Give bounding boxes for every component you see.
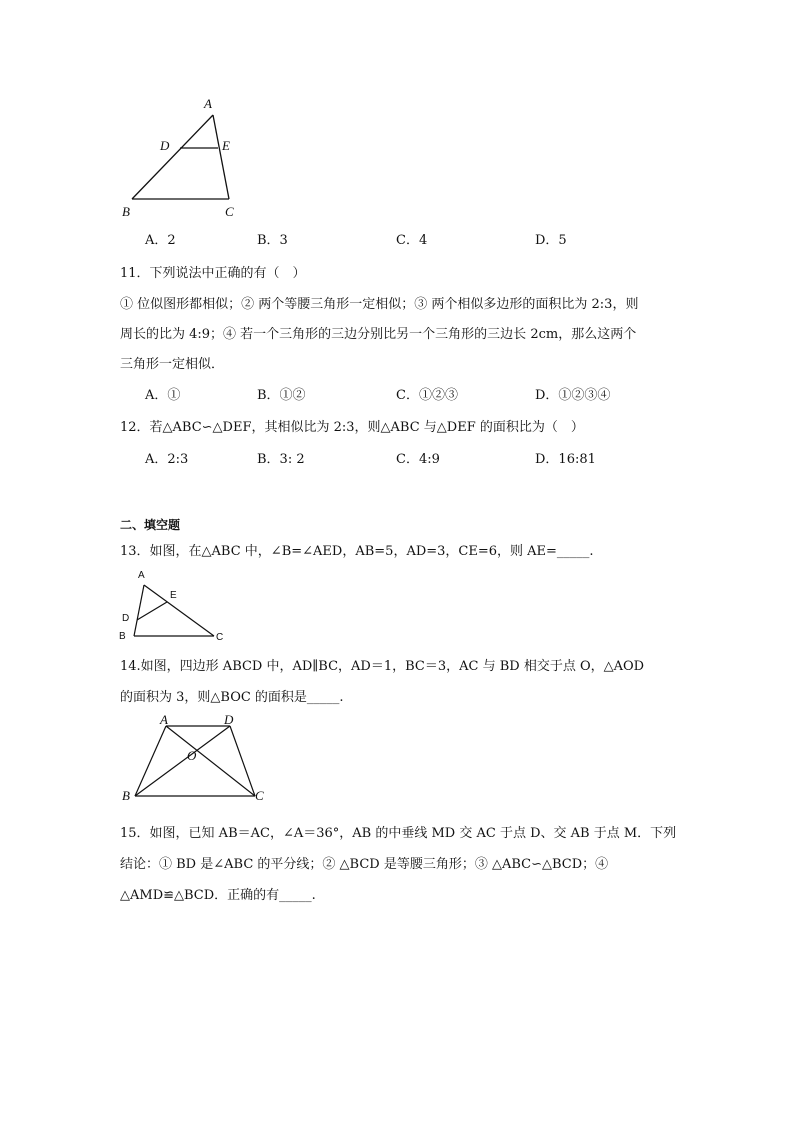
q15-text-line-3: △AMD≌△BCD．正确的有_____.: [120, 888, 316, 903]
side-ac: [144, 585, 214, 636]
side-ab: [134, 585, 144, 636]
q10-option-d: D．5: [535, 233, 567, 248]
q13-label-d: D: [122, 613, 130, 624]
q12-option-c: C．4:9: [396, 452, 440, 467]
q11-text-line-1: ① 位似图形都相似；② 两个等腰三角形一定相似；③ 两个相似多边形的面积比为 2:3，则: [120, 297, 639, 312]
q12-option-d: D．16:81: [535, 452, 596, 467]
q14-label-c: C: [255, 788, 264, 803]
q13-label-a: A: [138, 570, 145, 581]
q13-label-b: B: [119, 631, 126, 642]
q15-stem: 15．如图，已知 AB＝AC，∠A＝36°，AB 的中垂线 MD 交 AC 于点 D、交 AB 于点 M．下列: [120, 826, 677, 841]
q11-stem: 11．下列说法中正确的有（ ）: [120, 266, 306, 281]
segment-de: [137, 602, 167, 620]
q14-label-b: B: [122, 788, 130, 803]
q11-text-line-3: 三角形一定相似．: [120, 357, 225, 372]
figure-q14-trapezoid: [118, 712, 278, 812]
q14-label-o: O: [187, 748, 197, 763]
q11-option-a: A．①: [145, 388, 181, 403]
side-ac: [213, 115, 229, 199]
label-b: B: [122, 204, 130, 219]
label-d: D: [160, 138, 170, 153]
q11-option-c: C．①②③: [396, 388, 458, 403]
q11-option-d: D．①②③④: [535, 388, 611, 403]
q10-option-c: C．4: [396, 233, 428, 248]
label-a: A: [204, 96, 212, 111]
q12-option-b: B．3: 2: [257, 452, 305, 467]
label-e: E: [222, 138, 230, 153]
q14-label-a: A: [160, 712, 168, 727]
diagonal-bd: [135, 726, 230, 796]
figure-q10-triangle: [115, 95, 255, 220]
q13-label-c: C: [216, 632, 224, 643]
q15-text-line-2: 结论：① BD 是∠ABC 的平分线；② △BCD 是等腰三角形；③ △ABC∽△BCD；④: [120, 857, 609, 872]
section-title-fill-in: 二、填空题: [120, 518, 181, 532]
q11-text-line-2: 周长的比为 4:9；④ 若一个三角形的三边分别比另一个三角形的三边长 2cm，那么这两个: [120, 327, 637, 342]
q10-option-a: A．2: [145, 233, 176, 248]
q10-option-b: B．3: [257, 233, 288, 248]
q13-label-e: E: [170, 590, 177, 601]
q12-stem: 12．若△ABC∽△DEF，其相似比为 2:3，则△ABC 与△DEF 的面积比为（ ）: [120, 420, 584, 435]
side-ab: [135, 726, 166, 796]
label-c: C: [225, 204, 234, 219]
q11-option-b: B．①②: [257, 388, 306, 403]
q14-label-d: D: [224, 712, 234, 727]
q13-stem: 13．如图，在△ABC 中，∠B=∠AED，AB=5，AD=3，CE=6，则 AE=_____.: [120, 544, 594, 559]
diagonal-ac: [166, 726, 255, 796]
q14-stem: 14.如图，四边形 ABCD 中，AD∥BC，AD＝1，BC＝3，AC 与 BD 相交于点 O，△AOD: [120, 659, 645, 674]
side-ab: [132, 115, 213, 199]
q14-text-line-2: 的面积为 3，则△BOC 的面积是_____.: [120, 690, 344, 705]
q12-option-a: A．2:3: [145, 452, 189, 467]
